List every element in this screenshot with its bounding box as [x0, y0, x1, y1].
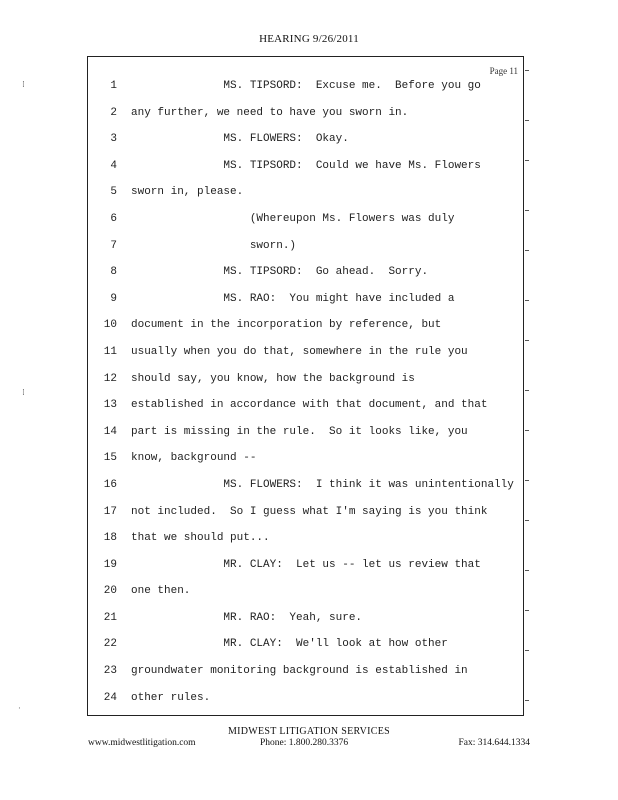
transcript-line — [87, 658, 524, 685]
transcript-line — [87, 552, 524, 579]
footer-phone: Phone: 1.800.280.3376 — [260, 738, 349, 748]
line-number: 5 — [110, 186, 117, 199]
transcript-line — [87, 206, 524, 233]
line-number: 4 — [110, 159, 117, 172]
line-text: MS. TIPSORD: Go ahead. Sorry. — [131, 266, 429, 279]
line-text: part is missing in the rule. So it looks like, you — [131, 425, 468, 438]
line-text: usually when you do that, somewhere in the rule you — [131, 345, 468, 358]
margin-mark: · — [18, 704, 21, 714]
edge-tick — [525, 650, 529, 651]
transcript-line — [87, 419, 524, 446]
line-text: MR. RAO: Yeah, sure. — [131, 611, 363, 624]
line-number: 19 — [103, 558, 117, 571]
edge-tick — [525, 520, 529, 521]
line-number: 22 — [103, 638, 117, 651]
line-text: MS. TIPSORD: Could we have Ms. Flowers — [131, 159, 481, 172]
line-text: sworn in, please. — [131, 186, 244, 199]
line-number: 12 — [103, 372, 117, 385]
line-text: should say, you know, how the background is — [131, 372, 415, 385]
transcript-line — [87, 392, 524, 419]
transcript-line — [87, 286, 524, 313]
line-number: 20 — [103, 585, 117, 598]
footer-contact-row — [88, 738, 530, 752]
line-number: 8 — [110, 266, 117, 279]
line-text: know, background -- — [131, 452, 257, 465]
edge-tick — [525, 340, 529, 341]
edge-tick — [525, 610, 529, 611]
line-text: document in the incorporation by reference, but — [131, 319, 442, 332]
line-number: 6 — [110, 212, 117, 225]
line-text: MS. RAO: You might have included a — [131, 292, 455, 305]
line-number: 21 — [103, 611, 117, 624]
line-text: that we should put... — [131, 532, 270, 545]
footer-company-name: MIDWEST LITIGATION SERVICES — [227, 726, 391, 737]
transcript-line — [87, 259, 524, 286]
edge-tick — [525, 160, 529, 161]
transcript-line — [87, 73, 524, 100]
transcript-line — [87, 445, 524, 472]
transcript-line — [87, 100, 524, 127]
line-text: MS. FLOWERS: Okay. — [131, 133, 349, 146]
document-header-title: HEARING 9/26/2011 — [259, 33, 359, 45]
transcript-line — [87, 578, 524, 605]
edge-tick — [525, 120, 529, 121]
transcript-line — [87, 605, 524, 632]
transcript-line — [87, 366, 524, 393]
edge-tick — [525, 70, 529, 71]
line-number: 1 — [110, 80, 117, 92]
transcript-body — [87, 73, 524, 711]
edge-tick — [525, 430, 529, 431]
transcript-line — [87, 685, 524, 712]
line-text: (Whereupon Ms. Flowers was duly — [131, 212, 455, 225]
page-number: Page 11 — [489, 66, 518, 76]
edge-tick — [525, 300, 529, 301]
line-number: 24 — [103, 691, 117, 704]
edge-tick — [525, 570, 529, 571]
line-number: 16 — [103, 478, 117, 491]
edge-tick — [525, 250, 529, 251]
transcript-line — [87, 126, 524, 153]
transcript-line — [87, 153, 524, 180]
line-text: any further, we need to have you sworn in. — [131, 106, 409, 119]
line-number: 10 — [103, 319, 117, 332]
transcript-line — [87, 179, 524, 206]
transcript-line — [87, 499, 524, 526]
line-text: MR. CLAY: We'll look at how other — [131, 638, 448, 651]
transcript-line — [87, 233, 524, 260]
line-number: 17 — [103, 505, 117, 518]
line-number: 9 — [110, 292, 117, 305]
edge-tick — [525, 390, 529, 391]
line-number: 11 — [103, 345, 117, 358]
line-number: 18 — [103, 532, 117, 545]
line-number: 3 — [110, 133, 117, 146]
line-text: other rules. — [131, 691, 211, 704]
transcript-line — [87, 339, 524, 366]
transcript-line — [87, 312, 524, 339]
transcript-line — [87, 525, 524, 552]
transcript-line — [87, 472, 524, 499]
line-number: 14 — [103, 425, 117, 438]
edge-tick — [525, 210, 529, 211]
line-text: groundwater monitoring background is established in — [131, 665, 468, 678]
footer-website: www.midwestlitigation.com — [88, 738, 196, 748]
line-text: MS. TIPSORD: Excuse me. Before you go — [131, 80, 481, 92]
footer-fax: Fax: 314.644.1334 — [458, 738, 530, 748]
line-number: 23 — [103, 665, 117, 678]
line-text: not included. So I guess what I'm saying is you think — [131, 505, 488, 518]
edge-tick — [525, 700, 529, 701]
line-text: one then. — [131, 585, 191, 598]
line-text: established in accordance with that document, and that — [131, 399, 488, 412]
line-text: MS. FLOWERS: I think it was unintentionally — [131, 478, 514, 491]
margin-mark: ⁞ — [22, 388, 25, 398]
margin-mark: ⁞ — [22, 80, 25, 90]
line-number: 13 — [103, 399, 117, 412]
transcript-line — [87, 631, 524, 658]
line-text: sworn.) — [131, 239, 297, 252]
line-text: MR. CLAY: Let us -- let us review that — [131, 558, 481, 571]
edge-tick — [525, 480, 529, 481]
line-number: 7 — [110, 239, 117, 252]
line-number: 2 — [110, 106, 117, 119]
line-number: 15 — [103, 452, 117, 465]
